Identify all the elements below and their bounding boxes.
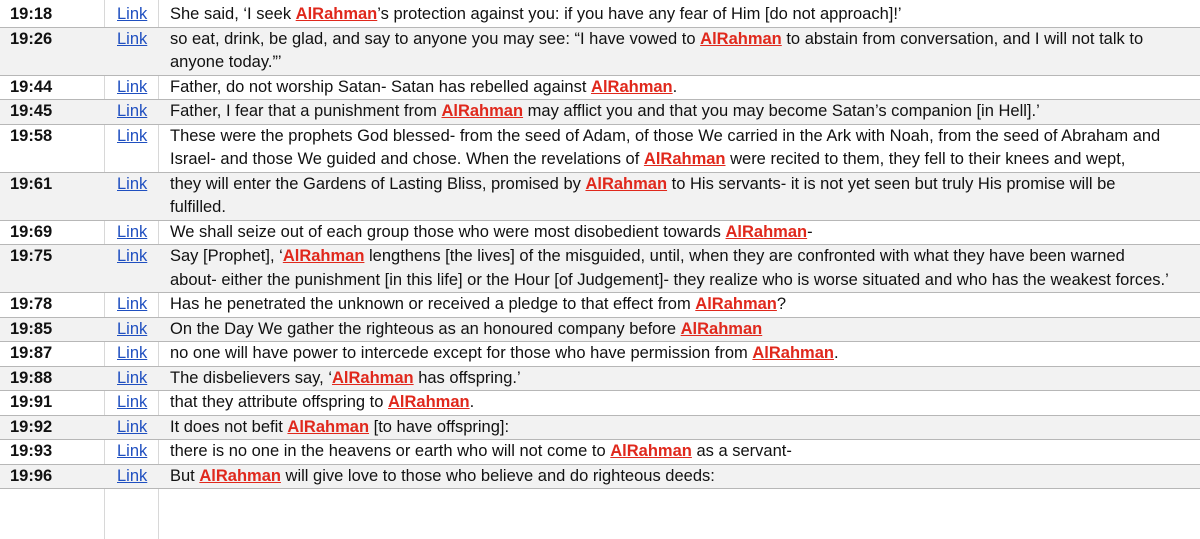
link-cell [102,366,160,391]
verse-text-segment: to His servants- it is not yet seen but truly His promise will be fulfilled. [170,174,1116,216]
verse-number: 19:58 [10,126,53,145]
verse-row [0,245,1200,293]
verse-number: 19:87 [10,344,53,362]
verse-row [0,100,1200,125]
verse-text-segment: to abstain from conversation, and I will not talk to anyone today.”’ [170,29,1144,71]
verse-text-segment: She said, ‘I seek [170,5,296,23]
link-cell [102,415,160,440]
verse-row [0,293,1200,318]
highlighted-name: AlRahman [725,222,808,241]
verse-table [0,3,1200,489]
highlighted-name: AlRahman [610,442,692,460]
verse-text-segment: Father, do not worship Satan- Satan has rebelled against [170,77,592,96]
link-cell [102,124,160,172]
verse-text-segment: will give love to those who believe and do righteous deeds: [280,466,715,485]
verse-text-segment: [to have offspring]: [369,417,510,436]
verse-row [0,415,1200,440]
highlighted-name: AlRahman [695,295,777,313]
link-cell [102,342,160,367]
verse-link[interactable]: Link [117,5,148,23]
highlighted-name: AlRahman [441,102,524,120]
highlighted-name: AlRahman [680,319,763,338]
verse-link[interactable]: Link [117,126,148,145]
verse-link[interactable]: Link [117,417,148,436]
verse-text-segment: may afflict you and that you may become Satan’s companion [in Hell].’ [523,102,1040,120]
verse-row [0,391,1200,416]
highlighted-name: AlRahman [199,466,281,485]
verse-text [160,391,1200,416]
verse-row [0,464,1200,489]
verse-text [160,124,1200,172]
link-cell [102,391,160,416]
verse-text-segment: . [834,344,839,362]
verse-text-segment: We shall seize out of each group those who were most disobedient towards [170,222,726,241]
verse-text-segment: On the Day We gather the righteous as an honoured company before [170,319,681,338]
verse-text-segment: lengthens [the lives] of the misguided, until, when they are confronted with what they have been warned about- either the punishment [in this life] or the Hour [of Judgement]- they realize who is worse situated and who has the weakest forces.’ [170,247,1169,289]
verse-row [0,220,1200,245]
verse-text-segment: The disbelievers say, ‘ [170,368,333,387]
verse-row [0,27,1200,75]
verse-row [0,172,1200,220]
verse-text-segment: It does not befit [170,417,288,436]
verse-number: 19:91 [10,393,53,411]
verse-text [160,317,1200,342]
verse-row [0,3,1200,27]
verse-link[interactable]: Link [117,77,148,96]
verse-link[interactable]: Link [117,295,148,313]
link-cell [102,27,160,75]
verse-table-body [0,3,1200,489]
verse-number: 19:85 [10,319,53,338]
verse-text [160,245,1200,293]
link-cell [102,3,160,27]
verse-text-segment: Has he penetrated the unknown or received a pledge to that effect from [170,295,696,313]
verse-text [160,366,1200,391]
verse-link[interactable]: Link [117,222,148,241]
highlighted-name: AlRahman [585,174,668,193]
verse-text-segment: . [469,393,475,411]
verse-text-segment: ’s protection against you: if you have any fear of Him [do not approach]!’ [377,5,902,23]
verse-number: 19:26 [10,29,53,48]
verse-text [160,27,1200,75]
verse-text-segment: they will enter the Gardens of Lasting Bliss, promised by [170,174,586,193]
link-cell [102,317,160,342]
verse-link[interactable]: Link [117,102,148,120]
link-cell [102,464,160,489]
verse-row [0,366,1200,391]
verse-link[interactable]: Link [117,368,148,387]
verse-text-segment: there is no one in the heavens or earth who will not come to [170,442,611,460]
verse-row [0,440,1200,465]
link-cell [102,100,160,125]
verse-text-segment: Father, I fear that a punishment from [170,102,442,120]
verse-text [160,100,1200,125]
verse-text-segment: were recited to them, they fell to their knees and wept, [725,150,1126,168]
verse-number: 19:92 [10,417,53,436]
verse-text-segment: These were the prophets God blessed- from the seed of Adam, of those We carried in the Ark with Noah, from the seed of Abraham and Israel- and those We guided and chose. When the revelations of [170,126,1161,168]
verse-text-segment: has offspring.’ [413,368,521,387]
verse-link[interactable]: Link [117,29,148,48]
verse-text-segment: But [170,466,200,485]
verse-text-segment: Say [Prophet], ‘ [170,247,283,265]
verse-number: 19:18 [10,5,53,23]
verse-text-segment: as a servant- [691,442,792,460]
verse-text [160,415,1200,440]
link-cell [102,293,160,318]
verse-link[interactable]: Link [117,319,148,338]
verse-text-segment: that they attribute offspring to [170,393,388,411]
verse-number: 19:45 [10,102,53,120]
highlighted-name: AlRahman [643,150,726,168]
verse-link[interactable]: Link [117,393,148,411]
verse-text [160,75,1200,100]
link-cell [102,172,160,220]
verse-row [0,342,1200,367]
highlighted-name: AlRahman [700,29,782,48]
verse-text [160,464,1200,489]
highlighted-name: AlRahman [282,247,365,265]
link-cell [102,245,160,293]
link-cell [102,75,160,100]
verse-text [160,220,1200,245]
verse-text-segment: - [807,222,813,241]
verse-number: 19:44 [10,77,53,96]
verse-text-segment: . [672,77,678,96]
verse-text-segment: no one will have power to intercede except for those who have permission from [170,344,753,362]
verse-number: 19:61 [10,174,53,193]
verse-number: 19:96 [10,466,53,485]
verse-text [160,3,1200,27]
verse-link[interactable]: Link [117,442,148,460]
verse-text [160,342,1200,367]
verse-text-segment: so eat, drink, be glad, and say to anyone you may see: “I have vowed to [170,29,701,48]
verse-row [0,75,1200,100]
verse-text [160,172,1200,220]
highlighted-name: AlRahman [287,417,370,436]
highlighted-name: AlRahman [332,368,414,387]
verse-number: 19:78 [10,295,53,313]
verse-number: 19:69 [10,222,53,241]
verse-link[interactable]: Link [117,247,148,265]
verse-text-segment: ? [776,295,787,313]
highlighted-name: AlRahman [295,5,378,23]
verse-text [160,293,1200,318]
highlighted-name: AlRahman [388,393,470,411]
verse-row [0,317,1200,342]
verse-link[interactable]: Link [117,344,148,362]
verse-link[interactable]: Link [117,466,148,485]
verse-row [0,124,1200,172]
verse-number: 19:88 [10,368,53,387]
link-cell [102,440,160,465]
highlighted-name: AlRahman [752,344,834,362]
verse-link[interactable]: Link [117,174,148,193]
link-cell [102,220,160,245]
verse-text [160,440,1200,465]
verse-number: 19:93 [10,442,53,460]
verse-number: 19:75 [10,247,53,265]
highlighted-name: AlRahman [591,77,673,96]
